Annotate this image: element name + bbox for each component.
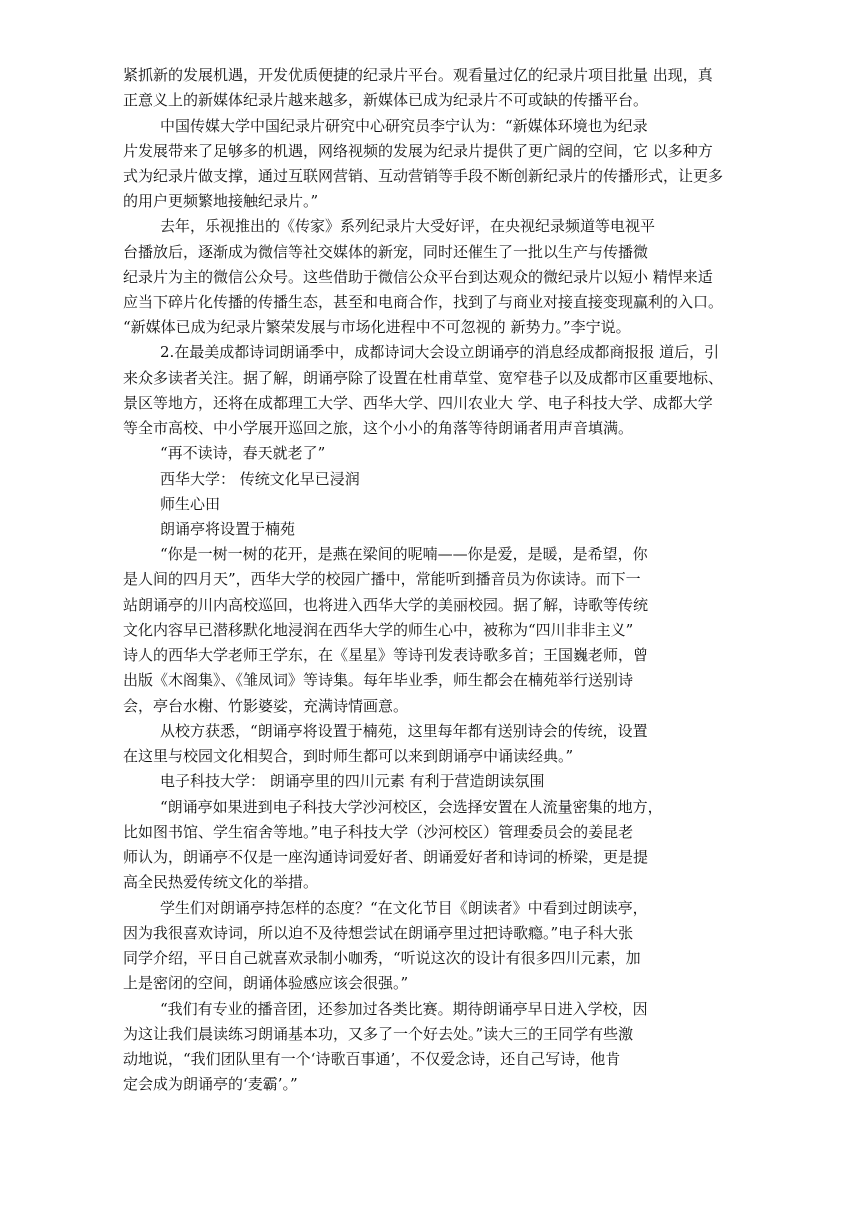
text-line: “新媒体已成为纪录片繁荣发展与市场化进程中不可忽视的 新势力。”李宁说。 — [123, 318, 631, 336]
text-line: 站朗诵亭的川内高校巡回，也将进入西华大学的美丽校园。据了解，诗歌等传统 — [123, 596, 649, 614]
text-line: 紧抓新的发展机遇，开发优质便捷的纪录片平台。观看量过亿的纪录片项目批量 出现，真 — [123, 66, 713, 84]
text-line: 2.在最美成都诗词朗诵季中，成都诗词大会设立朗诵亭的消息经成都商报报 道后，引 — [160, 343, 720, 361]
text-line: 的用户更频繁地接触纪录片。” — [123, 192, 319, 210]
section-heading: 西华大学： 传统文化早已浸润 — [160, 470, 360, 488]
text-line: 正意义上的新媒体纪录片越来越多，新媒体已成为纪录片不可或缺的传播平台。 — [123, 91, 649, 109]
text-line: 出版《木阁集》、《雏凤词》等诗集。每年毕业季，师生都会在楠苑举行送别诗 — [123, 671, 634, 689]
text-line: “我们有专业的播音团，还参加过各类比赛。期待朗诵亭早日进入学校，因 — [160, 1000, 648, 1018]
text-line: 来众多读者关注。据了解，朗诵亭除了设置在杜甫草堂、宽窄巷子以及成都市区重要地标、 — [123, 369, 724, 387]
section-heading: 电子科技大学： 朗诵亭里的四川元素 有利于营造朗读氛围 — [160, 772, 545, 790]
text-line: 景区等地方，还将在成都理工大学、西华大学、四川农业大 学、电子科技大学、成都大学 — [123, 394, 713, 412]
text-line: 片发展带来了足够多的机遇，网络视频的发展为纪录片提供了更广阔的空间，它 以多种方 — [123, 142, 713, 160]
text-line: 上是密闭的空间，朗诵体验感应该会很强。” — [123, 974, 409, 992]
text-line: 中国传媒大学中国纪录片研究中心研究员李宁认为：“新媒体环境也为纪录 — [160, 117, 648, 135]
text-line: 同学介绍，平日自己就喜欢录制小咖秀，“听说这次的设计有很多四川元素，加 — [123, 949, 641, 967]
text-line: 台播放后，逐渐成为微信等社交媒体的新宠，同时还催生了一批以生产与传播微 — [123, 243, 649, 261]
text-line: 等全市高校、中小学展开巡回之旅，这个小小的角落等待朗诵者用声音填满。 — [123, 419, 634, 437]
text-line: “再不读诗，春天就老了” — [160, 444, 326, 462]
text-line: 从校方获悉，“朗诵亭将设置于楠苑，这里每年都有送别诗会的传统，设置 — [160, 722, 648, 740]
text-line: 因为我很喜欢诗词，所以迫不及待想尝试在朗诵亭里过把诗歌瘾。”电子科大张 — [123, 924, 634, 942]
text-line: 在这里与校园文化相契合，到时师生都可以来到朗诵亭中诵读经典。” — [123, 747, 574, 765]
text-line: 定会成为朗诵亭的‘麦霸’。” — [123, 1075, 298, 1093]
text-line: 应当下碎片化传播的传播生态，甚至和电商合作，找到了与商业对接直接变现赢利的入口。 — [123, 293, 724, 311]
text-line: 为这让我们晨读练习朗诵基本功，又多了一个好去处。”读大三的王同学有些激 — [123, 1025, 634, 1043]
text-line: “朗诵亭如果进到电子科技大学沙河校区，会选择安置在人流量密集的地方， — [160, 798, 663, 816]
section-heading: 朗诵亭将设置于楠苑 — [160, 520, 296, 538]
text-line: 去年，乐视推出的《传家》系列纪录片大受好评，在央视纪录频道等电视平 — [160, 217, 656, 235]
section-heading: 师生心田 — [160, 495, 221, 513]
text-line: 会，亭台水榭、竹影婆娑，充满诗情画意。 — [123, 697, 409, 715]
text-line: 比如图书馆、学生宿舍等地。”电子科技大学（沙河校区）管理委员会的姜昆老 — [123, 823, 634, 841]
text-line: 学生们对朗诵亭持怎样的态度？“在文化节目《朗读者》中看到过朗读亭， — [160, 899, 648, 917]
text-line: 是人间的四月天”，西华大学的校园广播中，常能听到播音员为你读诗。而下一 — [123, 570, 641, 588]
text-line: 师认为，朗诵亭不仅是一座沟通诗词爱好者、朗诵爱好者和诗词的桥梁，更是提 — [123, 848, 649, 866]
text-line: 高全民热爱传统文化的举措。 — [123, 873, 319, 891]
text-line: 文化内容早已潜移默化地浸润在西华大学的师生心中，被称为“四川非非主义” — [123, 621, 634, 639]
text-line: 动地说，“我们团队里有一个‘诗歌百事通’，不仅爱念诗，还自己写诗，他肯 — [123, 1050, 621, 1068]
text-line: 诗人的西华大学老师王学东，在《星星》等诗刊发表诗歌多首；王国巍老师，曾 — [123, 646, 649, 664]
text-line: 纪录片为主的微信公众号。这些借助于微信公众平台到达观众的微纪录片以短小 精悍来适 — [123, 268, 713, 286]
text-line: “你是一树一树的花开，是燕在梁间的呢喃——你是爱，是暖，是希望，你 — [160, 545, 648, 563]
text-line: 式为纪录片做支撑，通过互联网营销、互动营销等手段不断创新纪录片的传播形式，让更多 — [123, 167, 724, 185]
